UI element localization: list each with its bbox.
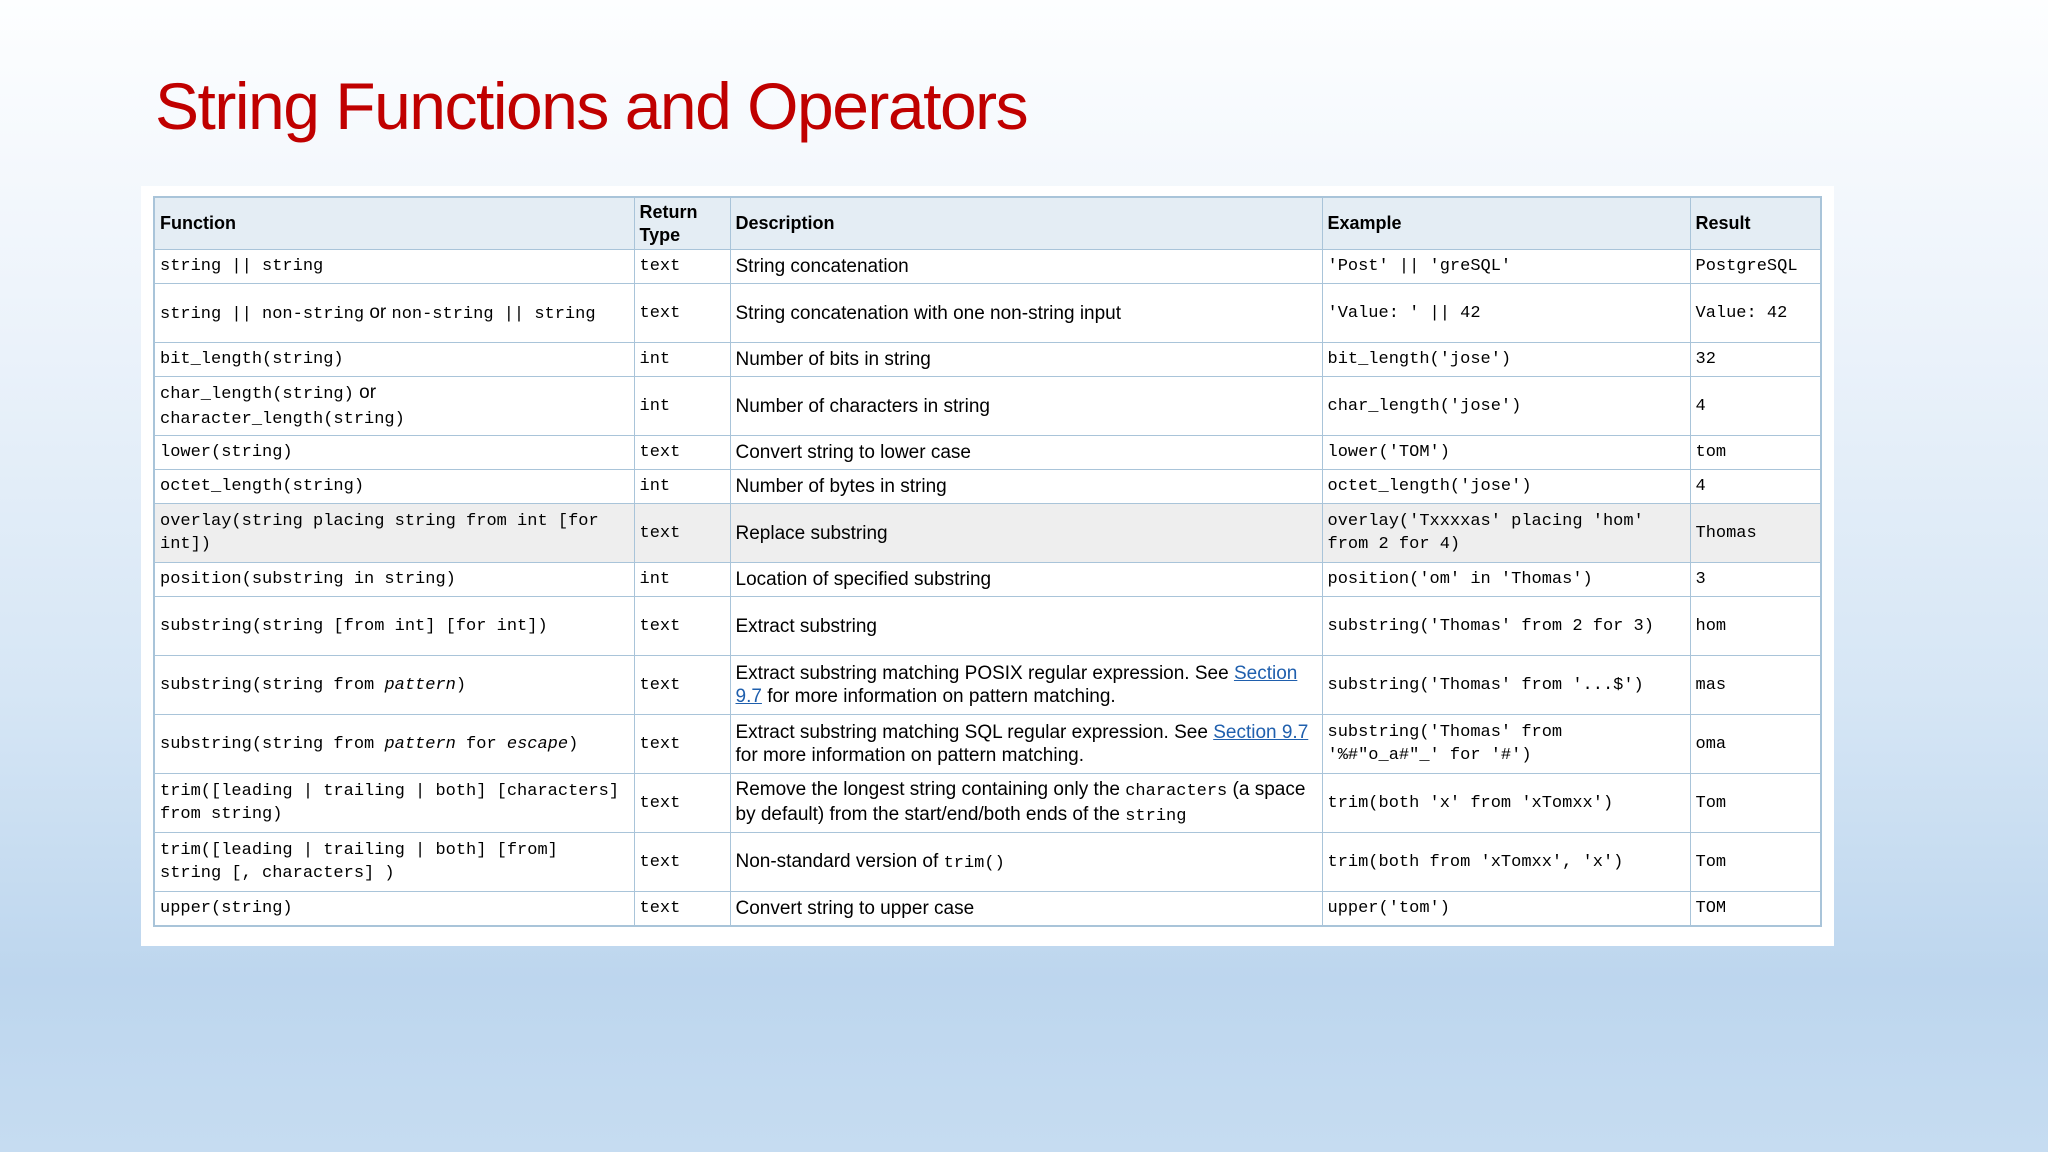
result-cell: 4 xyxy=(1690,377,1821,436)
result-cell: oma xyxy=(1690,715,1821,774)
return-type-cell: text xyxy=(634,892,730,927)
table-header-row xyxy=(154,197,1821,250)
header-description: Description xyxy=(730,197,1322,250)
return-type-cell: text xyxy=(634,656,730,715)
description-cell: Number of bytes in string xyxy=(730,470,1322,504)
return-type-cell: text xyxy=(634,597,730,656)
function-code-italic: pattern xyxy=(384,675,456,695)
function-cell xyxy=(154,715,634,774)
table-row xyxy=(154,250,1821,284)
example-cell: substring('Thomas' from '...$') xyxy=(1322,656,1690,715)
result-cell: Thomas xyxy=(1690,504,1821,563)
return-type-cell: text xyxy=(634,715,730,774)
description-code: string xyxy=(1125,807,1187,826)
return-type-cell: int xyxy=(634,470,730,504)
description-text: (a space by default) from the start/end/both ends of the xyxy=(735,779,1306,825)
table-frame xyxy=(141,186,1834,946)
function-cell xyxy=(154,656,634,715)
table-row xyxy=(154,597,1821,656)
return-type-cell: int xyxy=(634,343,730,377)
result-cell: hom xyxy=(1690,597,1821,656)
description-cell: String concatenation with one non-string input xyxy=(730,284,1322,343)
function-code-italic: pattern xyxy=(384,734,456,754)
description-cell xyxy=(730,656,1322,715)
result-cell: 3 xyxy=(1690,563,1821,597)
function-cell xyxy=(154,377,634,436)
function-code: for xyxy=(455,734,507,754)
function-code: string || non-string xyxy=(160,304,365,324)
description-cell: Convert string to upper case xyxy=(730,892,1322,927)
result-cell: Tom xyxy=(1690,774,1821,833)
example-cell: 'Value: ' || 42 xyxy=(1322,284,1690,343)
description-code: trim() xyxy=(943,853,1005,873)
return-type-cell: text xyxy=(634,284,730,343)
table-row xyxy=(154,833,1821,892)
function-cell: trim([leading | trailing | both] [from] string [, characters] ) xyxy=(154,833,634,892)
function-code: char_length(string) xyxy=(160,385,354,404)
description-cell xyxy=(730,715,1322,774)
result-cell: tom xyxy=(1690,436,1821,470)
table-row xyxy=(154,892,1821,927)
description-text: Extract substring matching POSIX regular expression. See xyxy=(735,663,1234,684)
function-cell: octet_length(string) xyxy=(154,470,634,504)
description-text: Remove the longest string containing only the xyxy=(735,779,1126,800)
table-row xyxy=(154,656,1821,715)
result-cell: mas xyxy=(1690,656,1821,715)
result-cell: TOM xyxy=(1690,892,1821,927)
table-row xyxy=(154,774,1821,833)
description-text: Non-standard version of xyxy=(735,850,944,872)
result-cell: 32 xyxy=(1690,343,1821,377)
function-code: character_length(string) xyxy=(160,410,405,429)
result-cell: Value: 42 xyxy=(1690,284,1821,343)
description-code: characters xyxy=(1125,782,1228,801)
header-example: Example xyxy=(1322,197,1690,250)
example-cell: position('om' in 'Thomas') xyxy=(1322,563,1690,597)
function-or: or xyxy=(364,301,392,323)
string-functions-table xyxy=(153,196,1822,927)
function-cell xyxy=(154,284,634,343)
example-cell: char_length('jose') xyxy=(1322,377,1690,436)
result-cell: Tom xyxy=(1690,833,1821,892)
function-code: ) xyxy=(568,734,579,754)
description-cell: Number of characters in string xyxy=(730,377,1322,436)
table-row xyxy=(154,377,1821,436)
return-type-cell: int xyxy=(634,377,730,436)
table-row xyxy=(154,343,1821,377)
function-code: ) xyxy=(455,675,467,695)
table-row xyxy=(154,436,1821,470)
example-cell: trim(both from 'xTomxx', 'x') xyxy=(1322,833,1690,892)
header-function: Function xyxy=(154,197,634,250)
table-row xyxy=(154,504,1821,563)
function-code: substring(string from xyxy=(160,675,385,695)
example-cell: bit_length('jose') xyxy=(1322,343,1690,377)
example-cell: 'Post' || 'greSQL' xyxy=(1322,250,1690,284)
function-code: non-string || string xyxy=(391,304,596,324)
return-type-cell: int xyxy=(634,563,730,597)
description-text: for more information on pattern matching. xyxy=(761,686,1116,707)
function-code-italic: escape xyxy=(506,734,569,754)
section-link[interactable]: Section 9.7 xyxy=(735,663,1298,707)
return-type-cell: text xyxy=(634,436,730,470)
function-cell: trim([leading | trailing | both] [characters] from string) xyxy=(154,774,634,833)
function-cell: substring(string [from int] [for int]) xyxy=(154,597,634,656)
table-row xyxy=(154,284,1821,343)
example-cell: octet_length('jose') xyxy=(1322,470,1690,504)
description-cell: Replace substring xyxy=(730,504,1322,563)
header-return-type: Return Type xyxy=(634,197,730,250)
description-cell: Convert string to lower case xyxy=(730,436,1322,470)
example-cell: substring('Thomas' from 2 for 3) xyxy=(1322,597,1690,656)
description-cell xyxy=(730,774,1322,833)
table-row xyxy=(154,470,1821,504)
result-cell: PostgreSQL xyxy=(1690,250,1821,284)
example-cell: upper('tom') xyxy=(1322,892,1690,927)
description-text: Extract substring matching SQL regular expression. See xyxy=(735,722,1214,743)
example-cell: overlay('Txxxxas' placing 'hom' from 2 for 4) xyxy=(1322,504,1690,563)
description-text: for more information on pattern matching. xyxy=(735,745,1085,766)
description-cell: Number of bits in string xyxy=(730,343,1322,377)
slide-title: String Functions and Operators xyxy=(155,69,1028,143)
function-or: or xyxy=(353,382,377,403)
return-type-cell: text xyxy=(634,250,730,284)
function-cell: string || string xyxy=(154,250,634,284)
example-cell: lower('TOM') xyxy=(1322,436,1690,470)
function-code: substring(string from xyxy=(160,734,385,754)
return-type-cell: text xyxy=(634,504,730,563)
description-cell: Extract substring xyxy=(730,597,1322,656)
description-cell xyxy=(730,833,1322,892)
table-row xyxy=(154,715,1821,774)
example-cell: substring('Thomas' from '%#"o_a#"_' for '#') xyxy=(1322,715,1690,774)
function-cell: upper(string) xyxy=(154,892,634,927)
header-result: Result xyxy=(1690,197,1821,250)
section-link[interactable]: Section 9.7 xyxy=(1213,722,1309,743)
description-cell: String concatenation xyxy=(730,250,1322,284)
function-cell: overlay(string placing string from int [for int]) xyxy=(154,504,634,563)
function-cell: lower(string) xyxy=(154,436,634,470)
result-cell: 4 xyxy=(1690,470,1821,504)
return-type-cell: text xyxy=(634,774,730,833)
return-type-cell: text xyxy=(634,833,730,892)
table-row xyxy=(154,563,1821,597)
function-cell: bit_length(string) xyxy=(154,343,634,377)
example-cell: trim(both 'x' from 'xTomxx') xyxy=(1322,774,1690,833)
description-cell: Location of specified substring xyxy=(730,563,1322,597)
function-cell: position(substring in string) xyxy=(154,563,634,597)
